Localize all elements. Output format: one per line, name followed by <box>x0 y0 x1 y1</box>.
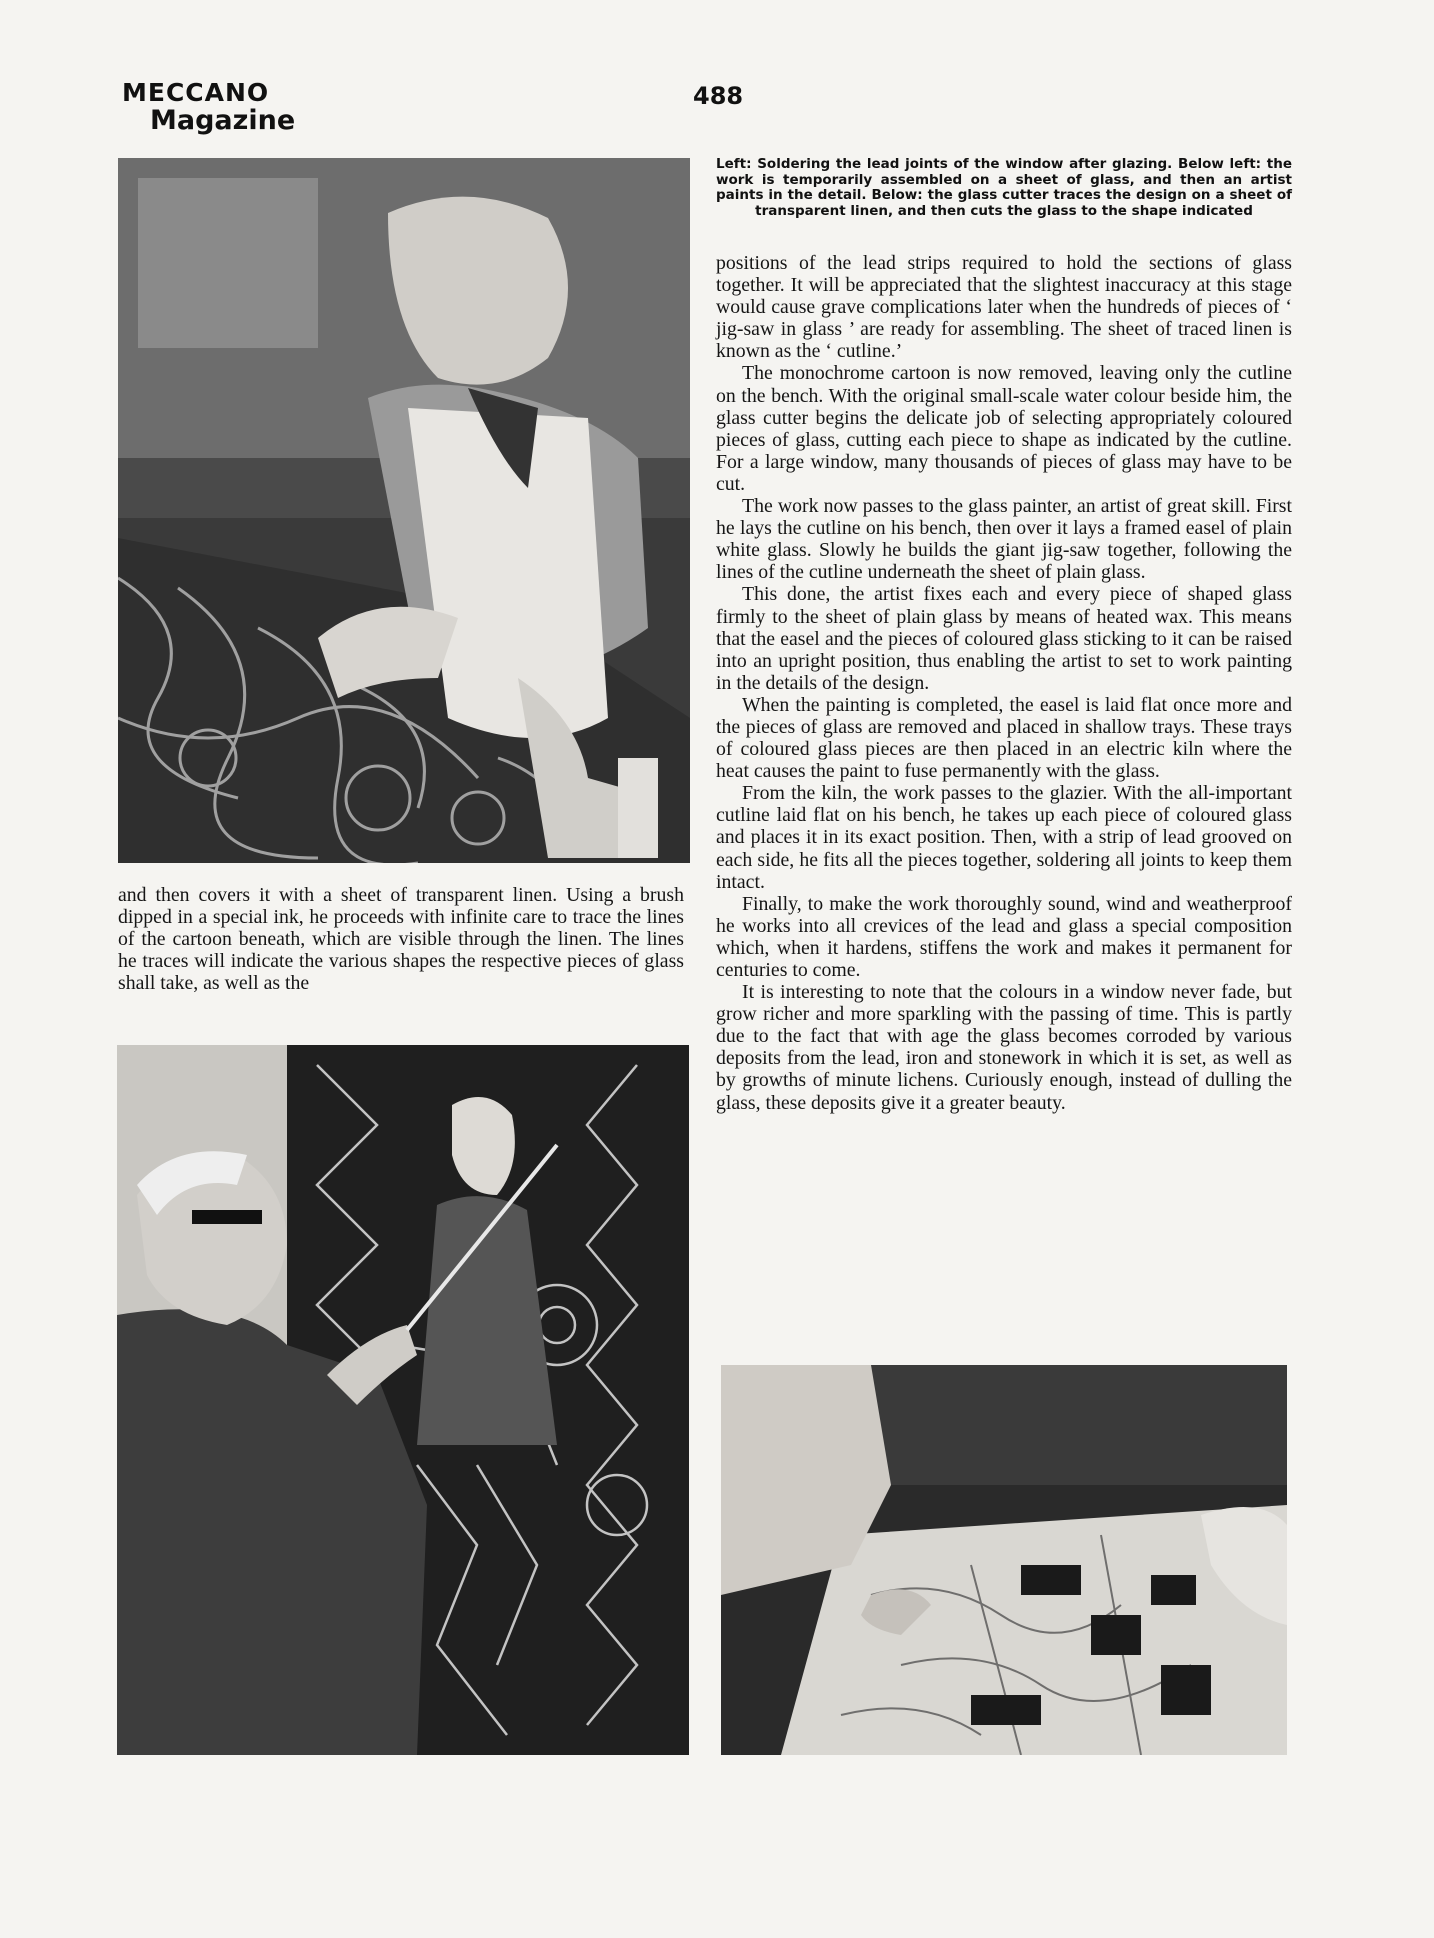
right-paragraph-3: The work now passes to the glass painter, an artist of great skill. First he lays the cutline on his bench, then over it lays a framed easel of plain white glass. Slowly he builds the giant jig-saw together, following the lines of the cutline underneath the sheet of plain glass. <box>716 495 1292 584</box>
right-paragraph-8: It is interesting to note that the colours in a window never fade, but grow richer and more sparkling with the passing of time. This is partly due to the fact that with age the glass becomes corroded by various deposits from the lead, iron and stonework in which it is set, as well as by growths of minute lichens. Curiously enough, instead of dulling the glass, these deposits give it a greater beauty. <box>716 981 1292 1114</box>
right-paragraph-2: The monochrome cartoon is now removed, leaving only the cutline on the bench. With the original small-scale water colour beside him, the glass cutter begins the delicate job of selecting appropriately coloured pieces of glass, cutting each piece to shape as indicated by the cutline. For a large window, many thousands of pieces of glass may have to be cut. <box>716 362 1292 495</box>
photo-soldering-image <box>118 158 690 863</box>
photo-glass-cutter <box>721 1365 1287 1755</box>
right-column-text <box>716 252 1292 1114</box>
right-paragraph-7: Finally, to make the work thoroughly sound, wind and weatherproof he works into all crevices of the lead and glass a special composition which, when it hardens, stiffens the work and makes it permanent for centuries to come. <box>716 892 1292 981</box>
right-paragraph-4: This done, the artist fixes each and every piece of shaped glass firmly to the sheet of plain glass by means of heated wax. This means that the easel and the pieces of coloured glass sticking to it can be raised into an upright position, thus enabling the artist to set to work painting in the details of the design. <box>716 583 1292 694</box>
photo-glass-cutter-image <box>721 1365 1287 1755</box>
right-paragraph-1: positions of the lead strips required to hold the sections of glass together. It will be appreciated that the slightest inaccuracy at this stage would cause grave complications later when the hundreds of pieces of ‘ jig-saw in glass ’ are ready for assembling. The sheet of traced linen is known as the ‘ cutline.’ <box>716 252 1292 363</box>
photo-soldering <box>118 158 690 863</box>
left-paragraph-1: and then covers it with a sheet of transparent linen. Using a brush dipped in a special ink, he proceeds with infinite care to trace the lines of the cartoon beneath, which are visible through the linen. The lines he traces will indicate the various shapes the respective pieces of glass shall take, as well as the <box>118 884 684 995</box>
masthead-line1: MECCANO <box>122 78 270 107</box>
photo-painting-window <box>117 1045 689 1755</box>
photo-painting-window-image <box>117 1045 689 1755</box>
masthead-line2: Magazine <box>150 105 296 136</box>
right-paragraph-5: When the painting is completed, the easel is laid flat once more and the pieces of glass are removed and placed in shallow trays. These trays of coloured glass pieces are then placed in an electric kiln where the heat causes the paint to fuse permanently with the glass. <box>716 693 1292 783</box>
left-column-text <box>118 884 684 994</box>
right-paragraph-6: From the kiln, the work passes to the glazier. With the all-important cutline laid flat on his bench, he takes up each piece of coloured glass and places it in its exact position. Then, with a strip of lead grooved on each side, he fits all the pieces together, soldering all joints to keep them intact. <box>716 782 1292 893</box>
masthead <box>122 80 295 134</box>
photo-caption: Left: Soldering the lead joints of the window after glazing. Below left: the work is temporarily assembled on a sheet of glass, and then an artist paints in the detail. Below: the glass cutter traces the design on a sheet of transparent linen, and then cuts the glass to the shape indicated <box>716 156 1292 219</box>
page-number: 488 <box>693 82 744 110</box>
